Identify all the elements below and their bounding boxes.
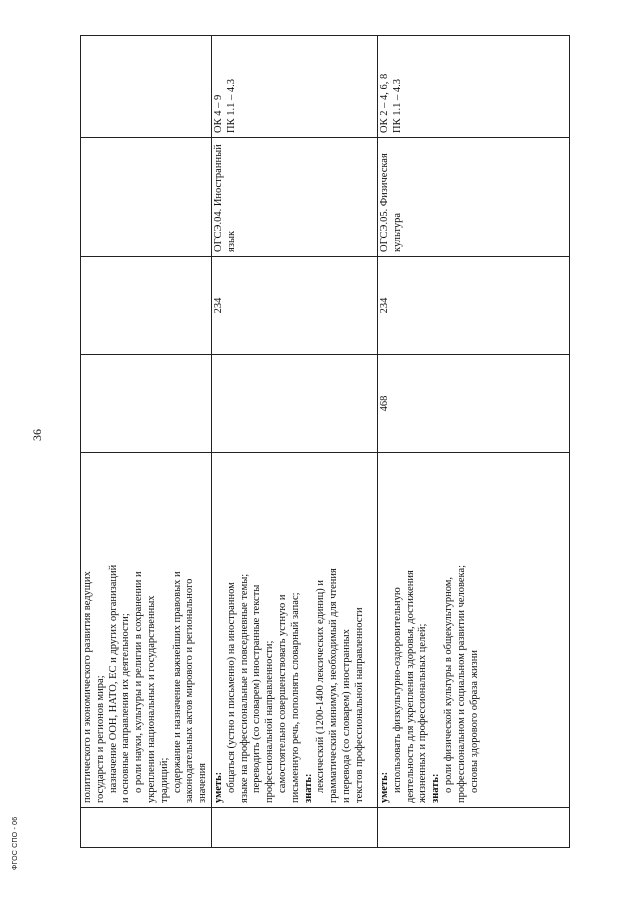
requirements-line: жизненных и профессиональных целей;: [417, 623, 429, 803]
competencies-cell: [211, 36, 377, 138]
requirements-line: деятельность для укрепления здоровья, достижения: [404, 570, 416, 803]
total-hours-cell: [211, 355, 377, 453]
curriculum-table: [80, 35, 570, 848]
requirements-line: традиций;: [158, 757, 170, 803]
requirements-line: содержание и назначение важнейших правовых и: [171, 571, 183, 793]
competency-code: ПК 1.1 – 4.3: [225, 79, 237, 133]
curriculum-table-wrapper: [80, 36, 562, 848]
requirements-line: переводить (со словарем) иностранные тексты: [251, 584, 263, 793]
requirements-line: самостоятельно совершенствовать устную и: [276, 594, 288, 793]
requirements-heading: уметь:: [212, 771, 224, 803]
index-cell: [81, 808, 212, 848]
page-number: 36: [30, 429, 44, 441]
hours-cell: [81, 257, 212, 355]
requirements-text: [379, 457, 481, 803]
requirements-line: общаться (устно и письменно) на иностранном: [225, 582, 237, 793]
total-hours-cell: [81, 355, 212, 453]
requirements-line: грамматический минимум, необходимый для чтения: [328, 568, 340, 803]
table-row: [81, 36, 212, 848]
hours-cell: 234: [211, 257, 377, 355]
requirements-cell: [81, 453, 212, 808]
competencies-cell: [81, 36, 212, 138]
competency-code: ПК 1.1 – 4.3: [391, 79, 403, 133]
requirements-line: и основные направления их деятельности;: [120, 613, 132, 803]
requirements-line: государств и регионов мира;: [94, 675, 106, 803]
discipline-cell: [81, 138, 212, 257]
requirements-line: политического и экономического развития ведущих: [82, 571, 93, 803]
requirements-line: письменную речь, пополнять словарный запас;: [289, 592, 301, 803]
index-cell: [211, 808, 377, 848]
requirements-line: языке на профессиональные и повседневные темы;: [238, 573, 250, 803]
requirements-cell: [377, 453, 569, 808]
requirements-heading: знать:: [302, 773, 314, 803]
requirements-line: текстов профессиональной направленности: [353, 607, 365, 803]
document-footer: ФГОС СПО - 06: [12, 816, 19, 870]
competencies-cell: [377, 36, 569, 138]
table-row: [377, 36, 569, 848]
requirements-text: [82, 457, 210, 803]
requirements-line: основы здорового образа жизни: [468, 650, 480, 793]
requirements-cell: [211, 453, 377, 808]
requirements-line: использовать физкультурно-оздоровительную: [391, 587, 403, 793]
requirements-heading: уметь:: [378, 771, 390, 803]
index-cell: [377, 808, 569, 848]
requirements-line: назначение ООН, НАТО, ЕС и других организаций: [107, 564, 119, 793]
requirements-line: профессиональной направленности;: [264, 640, 276, 803]
requirements-line: значения: [197, 762, 209, 803]
discipline-cell: ОГСЭ.04. Иностранный язык: [211, 138, 377, 257]
requirements-heading: знать:: [430, 773, 442, 803]
table-row: [211, 36, 377, 848]
discipline-cell: ОГСЭ.05. Физическая культура: [377, 138, 569, 257]
total-hours-cell: 468: [377, 355, 569, 453]
competency-code: ОК 2 – 4, 6, 8: [378, 73, 390, 133]
requirements-line: укреплении национальных и государственных: [145, 595, 157, 803]
requirements-text: [213, 457, 367, 803]
competency-code: ОК 4 – 9: [212, 94, 224, 133]
requirements-line: и перевода (со словарем) иностранных: [340, 629, 352, 803]
requirements-line: законодательных актов мирового и регионального: [184, 578, 196, 803]
hours-cell: 234: [377, 257, 569, 355]
requirements-line: лексический (1200-1400 лексических единиц) и: [315, 579, 327, 793]
requirements-line: о роли физической культуры в общекультурном,: [442, 576, 454, 793]
requirements-line: профессиональном и социальном развитии человека;: [455, 564, 467, 803]
requirements-line: о роли науки, культуры и религии в сохранении и: [133, 571, 145, 793]
